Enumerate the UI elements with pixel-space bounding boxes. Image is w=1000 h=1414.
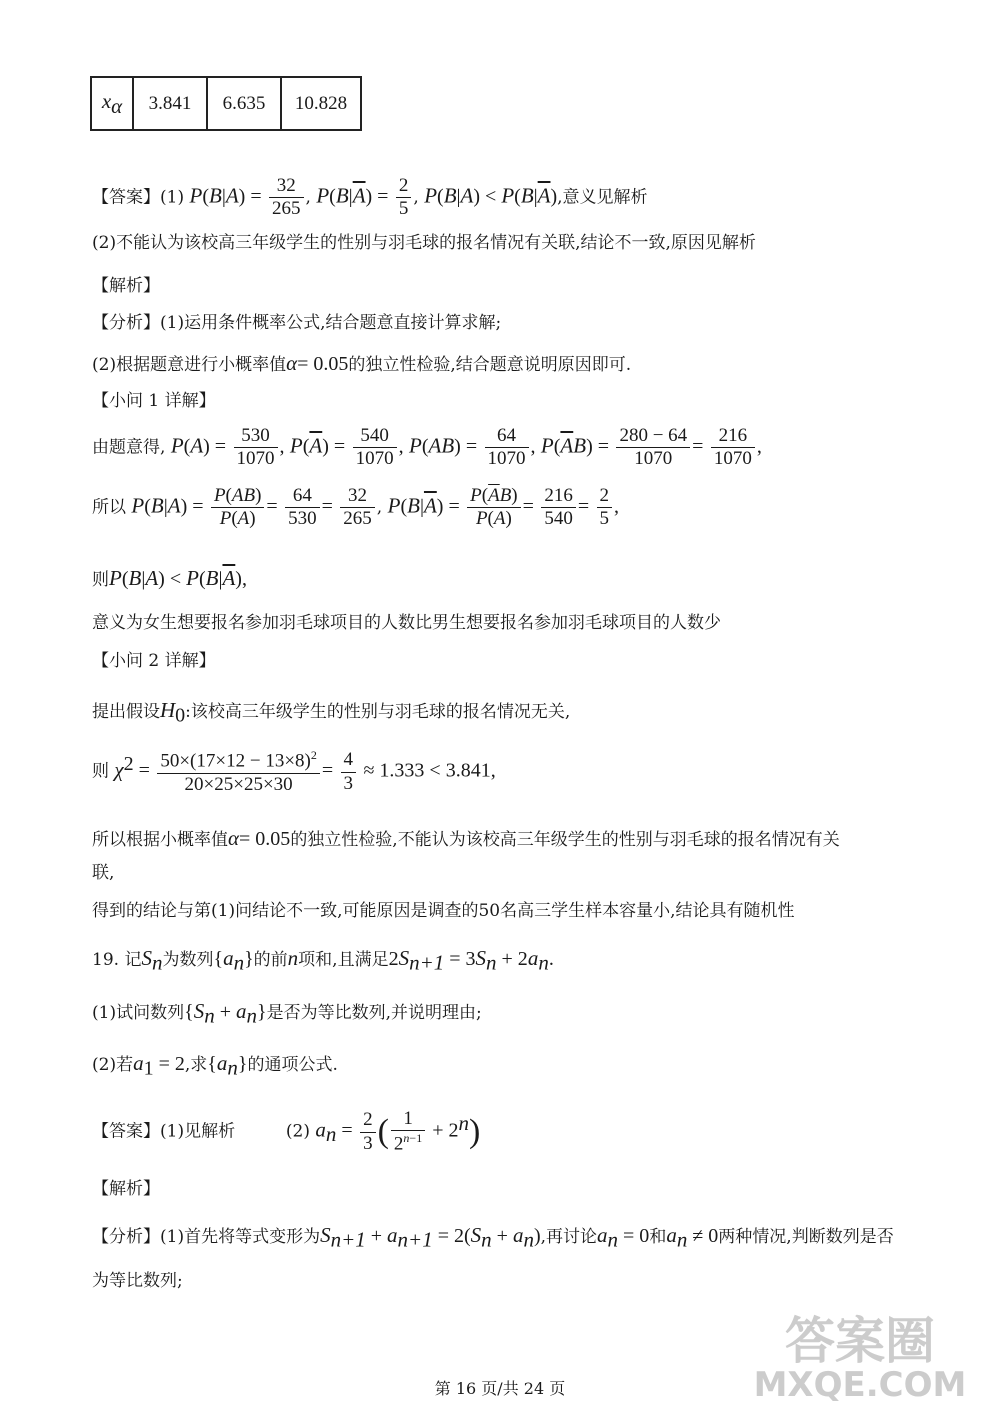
analysis-line-2: (2)根据题意进行小概率值α= 0.05的独立性检验,结合题意说明原因即可. xyxy=(92,351,632,375)
critical-value-table xyxy=(90,76,362,131)
problem-19-answer: 【答案】(1)见解析 (2) $a_n$ = $\frac{2}{3}$ ( $\frac{1}{2^{n-1}}$ + $2^n$) xyxy=(92,1108,481,1155)
solution-line-probabilities: 由题意得, P(A) = $\frac{530}{1070}$ , $P(\overline{A})$ = $\frac{540}{1070}$ , P(AB) = $\frac{64}{1070}$ , $P(\overline{A}B)$ = $\frac{280 - 64}{1070}$ = $\frac{216}{1070}$ , xyxy=(92,425,762,470)
problem-19-statement: 19. 记$S_n$为数列$\{a_n\}$的前n项和,且满足$2S_{n+1} = 3S_n + 2a_n$. xyxy=(92,946,554,975)
solution-line-hypothesis: 提出假设$H_0$:该校高三年级学生的性别与羽毛球的报名情况无关, xyxy=(92,698,571,727)
watermark-text-url: MXQE.COM xyxy=(753,1365,967,1405)
table-cell: 6.635 xyxy=(207,77,281,130)
analysis-line-1: 【分析】(1)运用条件概率公式,结合题意直接计算求解; xyxy=(92,313,502,333)
table-cell: 3.841 xyxy=(133,77,207,130)
section-heading-analysis: 【解析】 xyxy=(92,276,160,296)
section-heading-analysis-2: 【解析】 xyxy=(92,1179,160,1199)
solution-line-conclusion: 所以根据小概率值α= 0.05的独立性检验,不能认为该校高三年级学生的性别与羽毛球的报名情况有关 xyxy=(92,826,840,850)
problem-19-part-2: (2)若$a_1 = 2$,求$\{a_n\}$的通项公式. xyxy=(92,1051,338,1080)
solution-line-meaning: 意义为女生想要报名参加羽毛球项目的人数比男生想要报名参加羽毛球项目的人数少 xyxy=(92,613,721,633)
watermark-logo xyxy=(744,1306,976,1406)
problem-19-analysis: 【分析】(1)首先将等式变形为$S_{n+1} + a_{n+1} = 2(S_n + a_n)$,再讨论$a_n = 0$和$a_n \ne 0$两种情况,判断数列是否 xyxy=(92,1223,894,1252)
solution-line-conditional: 所以 P(B|A) = $\frac{P(AB)}{P(A)}$ = $\frac{64}{530}$ = $\frac{32}{265}$ , $P(B|\overline{A})$ = $\frac{P(\overline{A}B)}{P(\overline{A})}$ = $\frac{216}{540}$ = $\frac{2}{5}$ , xyxy=(92,485,619,530)
solution-line-conclusion-cont: 联, xyxy=(92,863,115,883)
solution-line-reason: 得到的结论与第(1)问结论不一致,可能原因是调查的50名高三学生样本容量小,结论具有随机性 xyxy=(92,901,795,921)
solution-line-compare: 则$P(B|A) < P(B|\overline{A})$, xyxy=(92,566,247,590)
table-row xyxy=(91,77,361,130)
problem-19-analysis-cont: 为等比数列; xyxy=(92,1271,183,1291)
problem-19-part-1: (1)试问数列$\{S_n + a_n\}$是否为等比数列,并说明理由; xyxy=(92,999,482,1028)
page-footer: 第 16 页/共 24 页 xyxy=(434,1379,566,1398)
watermark-text-main: 答案圈 xyxy=(785,1312,935,1370)
section-heading-q1: 【小问 1 详解】 xyxy=(92,391,216,411)
table-cell-x-alpha: $x_\alpha$ xyxy=(91,77,133,130)
answer-line-1: 【答案】(1) P(B|A) = $\frac{32}{265}$ , $P(B|\overline{A})$ = $\frac{2}{5}$ , $P(B|A) < P(B|\overline{A})$,意义见解析 xyxy=(92,175,648,220)
answer-line-2: (2)不能认为该校高三年级学生的性别与羽毛球的报名情况有关联,结论不一致,原因见解析 xyxy=(92,233,756,253)
section-heading-q2: 【小问 2 详解】 xyxy=(92,651,216,671)
table-cell: 10.828 xyxy=(281,77,361,130)
solution-line-chi-square: 则 $\chi^2$ = $\frac{50\times(17\times 12 - 13\times 8)^2}{20\times 25\times 25\times 30}$ = $\frac{4}{3}$ ≈ 1.333 < 3.841, xyxy=(92,748,496,795)
